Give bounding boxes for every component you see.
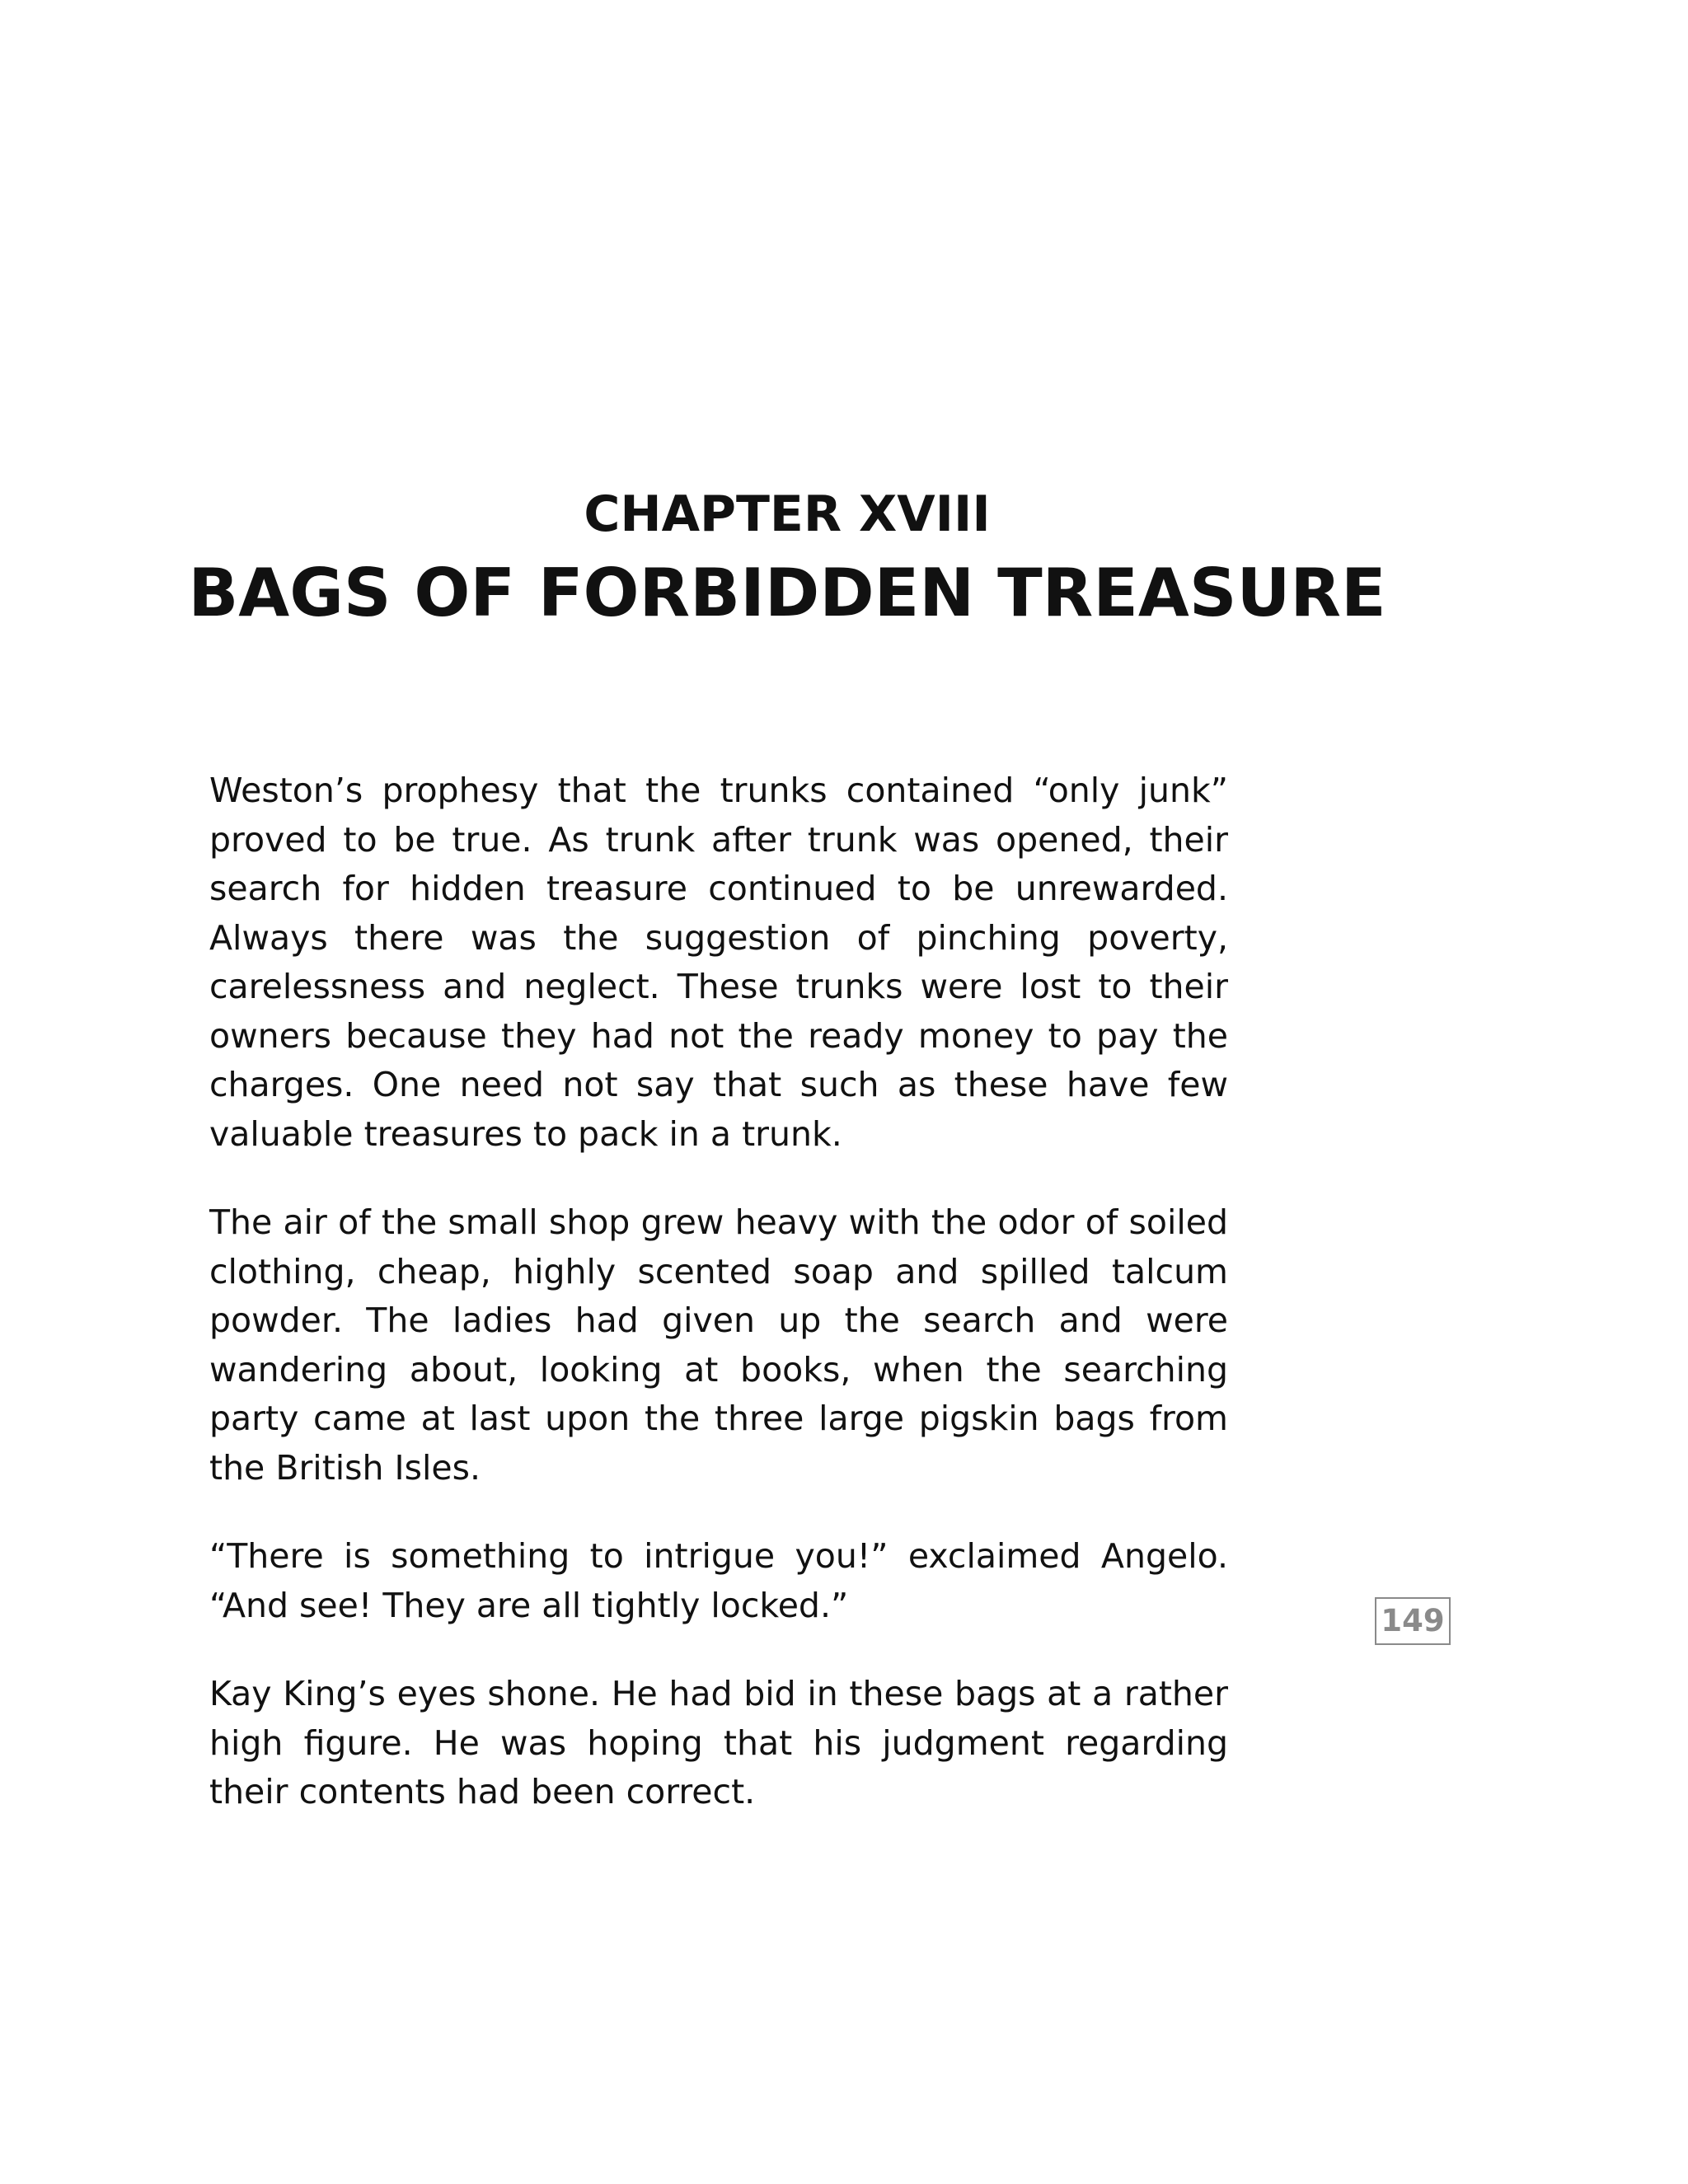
chapter-title: BAGS OF FORBIDDEN TREASURE: [188, 555, 1386, 631]
chapter-number: CHAPTER XVIII: [584, 485, 991, 543]
chapter-body: [209, 766, 1228, 1857]
paragraph: “There is something to intrigue you!” exclaimed Angelo. “And see! They are all tightly locked.”: [209, 1536, 1228, 1625]
paragraph: Kay King’s eyes shone. He had bid in these bags at a rather high figure. He was hoping that his judgment regarding their contents had been correct.: [209, 1674, 1228, 1811]
page-number: 149: [1375, 1597, 1451, 1645]
paragraph: Weston’s prophesy that the trunks contained “only junk” proved to be true. As trunk after trunk was opened, their search for hidden treasure continued to be unrewarded. Always there was the suggestion of pinching poverty, carelessness and neglect. These trunks were lost to their owners because they had not the ready money to pay the charges. One need not say that such as these have few valuable treasures to pack in a trunk.: [209, 771, 1228, 1154]
paragraph: The air of the small shop grew heavy with the odor of soiled clothing, cheap, highly scented soap and spilled talcum powder. The ladies had given up the search and were wandering about, looking at books, when the searching party came at last upon the three large pigskin bags from the British Isles.: [209, 1202, 1228, 1488]
